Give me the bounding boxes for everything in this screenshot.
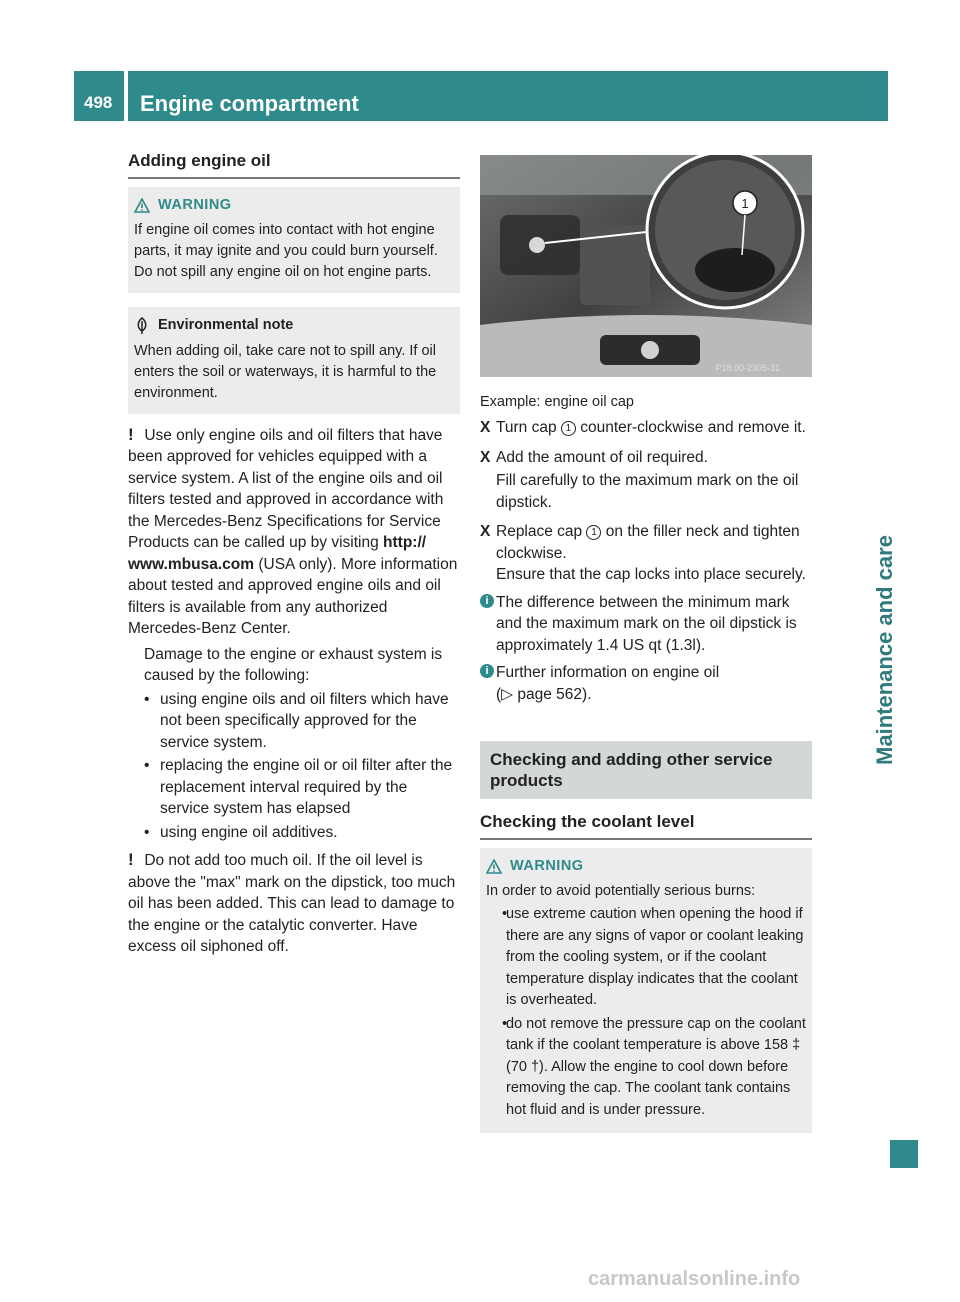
environmental-note-text: When adding oil, take care not to spill any. If oil enters the soil or waterways, it is harmful to the environment. bbox=[134, 342, 437, 401]
list-item: • use extreme caution when opening the hood if there are any signs of vapor or coolant leaking from the cooling system, or if the coolant temperature display indicates that the coolant is overheated. bbox=[486, 904, 806, 1012]
exclamation-icon: ! bbox=[128, 850, 134, 869]
coolant-title: Checking the coolant level bbox=[480, 811, 812, 840]
step-arrow-icon: X bbox=[480, 419, 491, 436]
watermark: carmanualsonline.info bbox=[588, 1268, 801, 1290]
warning-title: WARNING bbox=[158, 196, 232, 213]
side-tab-label: Maintenance and care bbox=[872, 535, 897, 765]
step-turn-cap: X Turn cap 1 counter-clockwise and remove it. bbox=[480, 417, 812, 439]
exclamation-icon: ! bbox=[128, 424, 134, 444]
callout-ref: 1 bbox=[586, 525, 601, 540]
step-add-oil: X Add the amount of oil required. Fill carefully to the maximum mark on the oil dipstick. bbox=[480, 448, 799, 511]
list-item: • using engine oils and oil filters which have not been specifically approved for the service system. bbox=[128, 689, 460, 754]
page-number-bar bbox=[74, 71, 124, 121]
notice-approved-oils: ! Use only engine oils and oil filters that have been approved for vehicles equipped with a service system. A list of the engine oils and oil filters tested and approved in accordance with the Mercedes-Benz Specifications for Service Products can be called up by visiting http:// www.mbusa.com (USA only). More information about tested and approved engine oils and oil filters is available from any authorized Mercedes-Benz Center. Damage to the engine or exhaust system is caused by the following: • using engine oils and oil filters which have not been specifically approved for the service system. • replacing the engine oil or oil filter after the replacement interval required by the service system has elapsed • using engine oil additives. bbox=[128, 424, 460, 844]
coolant-warning-box bbox=[480, 848, 812, 1134]
callout-ref: 1 bbox=[561, 421, 576, 436]
callout-number: 1 bbox=[741, 196, 749, 211]
right-column bbox=[480, 155, 812, 1133]
step-replace-cap: X Replace cap 1 on the filler neck and tighten clockwise. Ensure that the cap locks into place securely. bbox=[480, 523, 806, 583]
mbusa-link[interactable]: http:// www.mbusa.com bbox=[128, 534, 427, 573]
page-number: 498 bbox=[84, 93, 113, 112]
image-caption: Example: engine oil cap bbox=[480, 393, 634, 410]
info-icon: i bbox=[480, 594, 494, 608]
list-item: • using engine oil additives. bbox=[128, 822, 460, 844]
coolant-warning-title: WARNING bbox=[510, 857, 584, 874]
image-code: P18.00-2305-31 bbox=[715, 363, 780, 373]
coolant-warning-intro: In order to avoid potentially serious burns: bbox=[486, 883, 756, 899]
chapter-header bbox=[128, 71, 888, 121]
warning-text: If engine oil comes into contact with hot engine parts, it may ignite and you could burn yourself. Do not spill any engine oil on hot engine parts. bbox=[134, 222, 438, 280]
environment-leaf-icon bbox=[134, 317, 150, 335]
step-arrow-icon: X bbox=[480, 448, 491, 466]
section-heading-service: Checking and adding other service products bbox=[480, 741, 812, 799]
side-tab-marker bbox=[890, 1140, 918, 1168]
warning-triangle-icon bbox=[486, 859, 502, 874]
warning-triangle-icon bbox=[134, 198, 150, 213]
engine-oil-cap-photo bbox=[480, 155, 812, 377]
chapter-title: Engine compartment bbox=[140, 91, 359, 116]
step-arrow-icon: X bbox=[480, 523, 491, 540]
list-item: • replacing the engine oil or oil filter after the replacement interval required by the service system has elapsed bbox=[128, 755, 460, 820]
section-title: Adding engine oil bbox=[128, 150, 460, 179]
notice-overfill: ! Do not add too much oil. If the oil level is above the "max" mark on the dipstick, too much oil has been added. This can lead to damage to the engine or the catalytic converter. Have excess oil siphoned off. bbox=[128, 850, 456, 955]
page-reference[interactable]: (▷ page 562). bbox=[496, 685, 592, 703]
info-further: i Further information on engine oil (▷ page 562). bbox=[480, 662, 812, 705]
environmental-note-title: Environmental note bbox=[158, 317, 294, 333]
info-icon: i bbox=[480, 664, 494, 678]
left-column bbox=[128, 150, 460, 958]
list-item: • do not remove the pressure cap on the coolant tank if the coolant temperature is above 158 ‡ (70 †). Allow the engine to cool down before removing the cap. The coolant tank contains hot fluid and is under pressure. bbox=[486, 1014, 806, 1122]
environmental-note-box bbox=[128, 307, 460, 414]
warning-box bbox=[128, 187, 460, 294]
damage-intro: Damage to the engine or exhaust system is caused by the following: bbox=[144, 645, 443, 684]
info-dipstick: i The difference between the minimum mark and the maximum mark on the oil dipstick is approximately 1.4 US qt (1.3l). bbox=[480, 592, 812, 657]
